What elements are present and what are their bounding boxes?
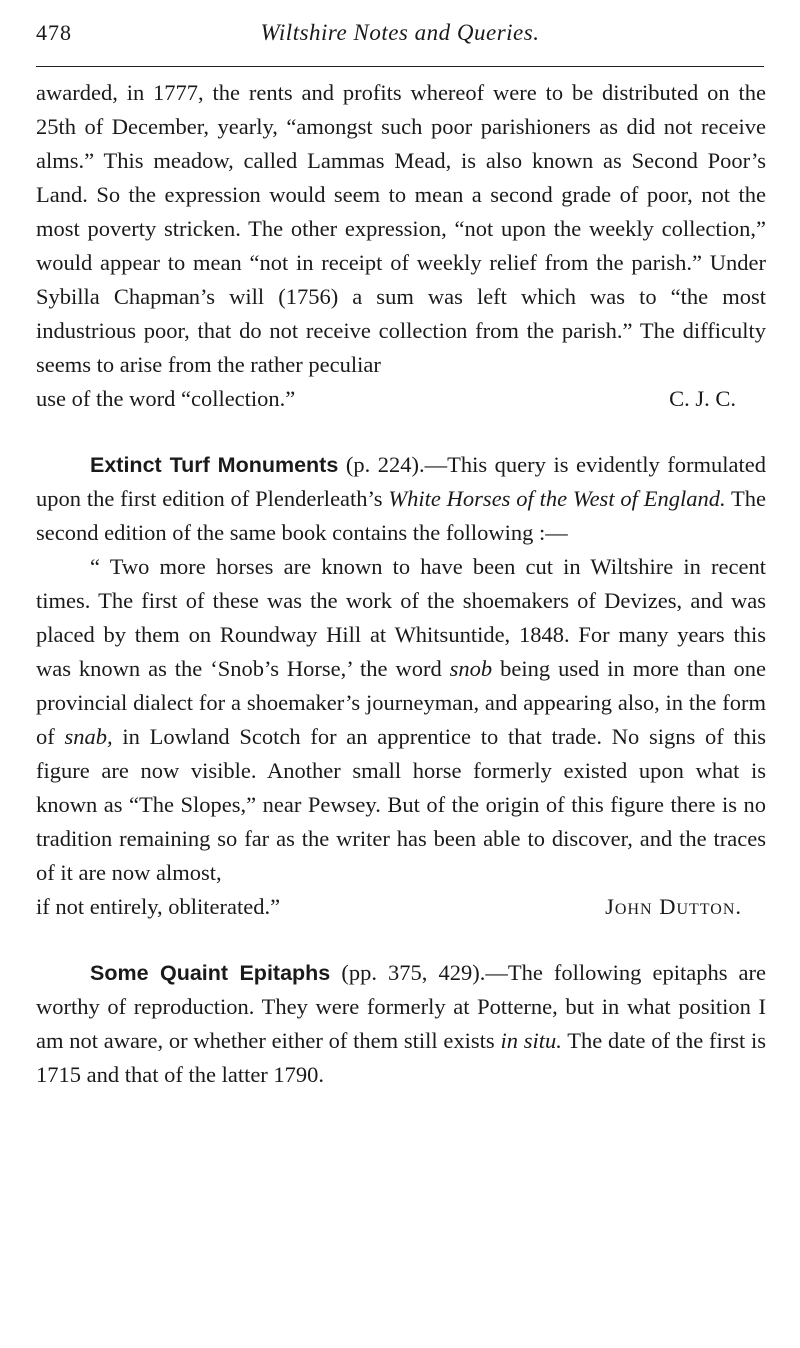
quotation-paragraph [36,550,766,890]
word-snab: snab, [64,724,113,749]
epitaphs-text-b: The date of the first is 1715 and that of the latter 1790. [36,1028,767,1087]
quote-text-a: “ Two more horses are known to have been cut in Wiltshire in recent times. The first of these was the work of the shoemakers of Devizes, and was placed by them on Roundway Hill at Whitsuntide, 1848. For many years this was known as the ‘Snob’s Horse,’ the word [36,554,766,681]
signature-line [36,382,766,416]
quote-last-line: if not entirely, obliterated.” [36,894,281,919]
book-title: White Horses of the West of England. [388,486,726,511]
running-title: Wiltshire Notes and Queries. [260,20,540,45]
heading-extinct-turf: Extinct Turf Monuments [90,453,339,477]
quote-text-c: in Lowland Scotch for an apprentice to that trade. No signs of this figure are now visible. Another small horse formerly existed upon what is known as “The Slopes,” near Pewsey. But of the origin of this figure there is no tradition remaining so far as the writer has been able to discover, and the traces of it are now almost, [36,724,767,885]
signature-cjc: C. J. C. [669,386,736,411]
paragraph-extinct-turf [36,448,766,550]
ref-extinct-turf: (p. 224). [345,452,425,477]
heading-quaint-epitaphs: Some Quaint Epitaphs [90,961,331,985]
in-situ: in situ. [500,1028,562,1053]
signature-john-dutton: John Dutton. [605,894,742,919]
continuation-last-line: use of the word “collection.” [36,386,296,411]
continuation-text: awarded, in 1777, the rents and profits whereof were to be distributed on the 25th of December, yearly, “amongst such poor parishioners as did not receive alms.” This meadow, called Lammas Mead, is also known as Second Poor’s Land. So the expression would seem to mean a second grade of poor, not the most poverty stricken. The other expression, “not upon the weekly collection,” would appear to mean “not in receipt of weekly relief from the parish.” Under Sybilla Chapman’s will (1756) a sum was left which was to “the most industrious poor, that do not receive collection from the parish.” The difficulty seems to arise from the rather peculiar [36,80,766,377]
word-snob: snob [449,656,493,681]
paragraph-quaint-epitaphs [36,956,766,1092]
intro-text-a: —This query is evidently formulated upon the first edition of Plenderleath’s [36,452,766,511]
ref-quaint-epitaphs: (pp. 375, 429). [341,960,486,985]
intro-text-b: The second edition of the same book contains the following :— [36,486,766,545]
page-number: 478 [36,20,72,45]
header-rule [36,66,764,67]
paragraph-continuation [36,76,766,382]
signature-line-dutton [36,890,766,924]
epitaphs-text-a: —The following epitaphs are worthy of reproduction. They were formerly at Potterne, but in what position I am not aware, or whether either of them still exists [36,960,766,1053]
page-header [36,18,764,54]
quote-text-b: being used in more than one provincial dialect for a shoemaker’s journeyman, and appearing also, in the form of [36,656,767,749]
page-body [36,76,766,1092]
